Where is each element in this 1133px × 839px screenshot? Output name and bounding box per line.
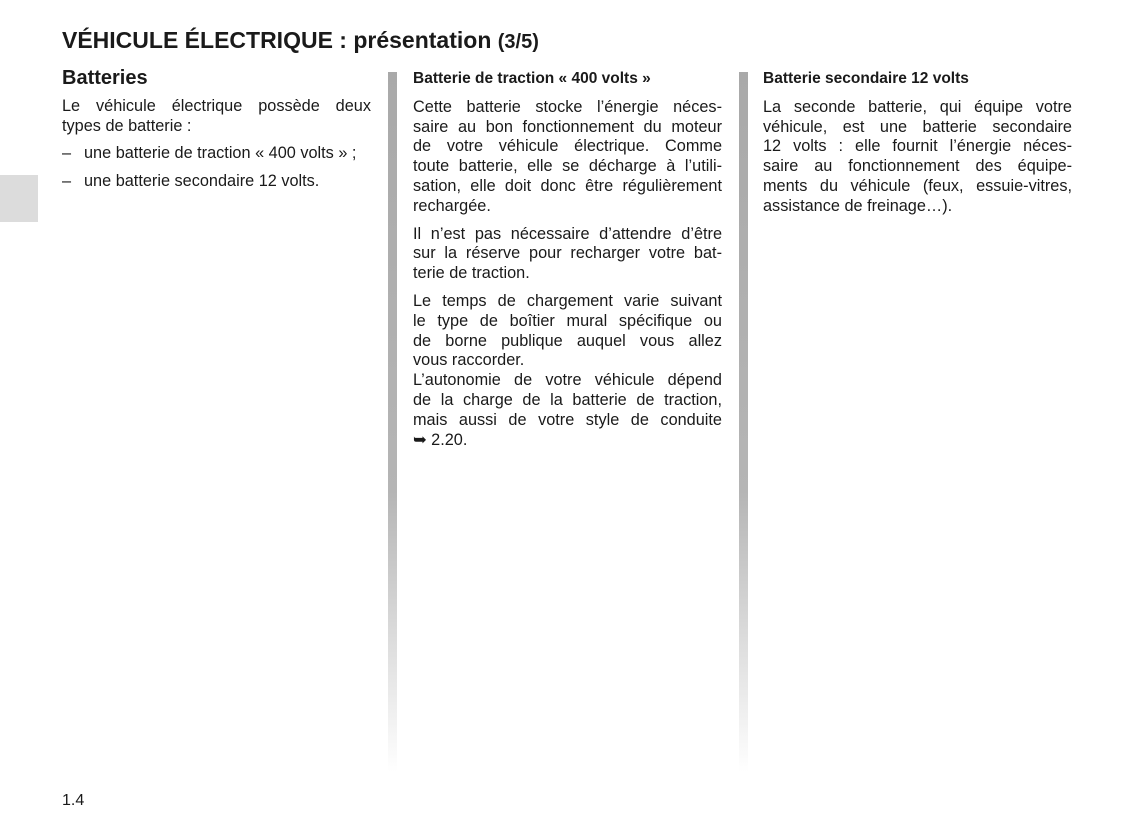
paragraph: Il n’est pas nécessaire d’attendre d’être sur la réserve pour recharger votre bat- terie de traction.: [413, 224, 722, 283]
column-divider: [739, 72, 748, 772]
list-item: – une batterie de traction « 400 volts » ;: [62, 144, 357, 163]
paragraph: Cette batterie stocke l’énergie néces- saire au bon fonctionnement du moteur de votre véhicule électrique. Comme toute batterie, elle se décharge à l’utili- sation, elle doit donc être régulièrement rechargée.: [413, 97, 722, 215]
section-heading: Batterie secondaire 12 volts: [763, 70, 969, 87]
column-secondary-battery: [763, 68, 1072, 225]
column-traction-battery: [413, 68, 722, 458]
page-reference: ➥ 2.20.: [413, 430, 468, 449]
list-item: – une batterie secondaire 12 volts.: [62, 172, 320, 191]
paragraph: Le véhicule électrique possède deux types de batterie :: [62, 96, 371, 135]
column-divider: [388, 72, 397, 772]
section-tab: [0, 175, 38, 222]
column-batteries: [62, 68, 371, 200]
page-number: 1.4: [62, 792, 85, 809]
paragraph: La seconde batterie, qui équipe votre véhicule, est une batterie secondaire 12 volts : elle fournit l’énergie néces- saire au fonctionnement des équipe- ments du véhicule (feux, essuie-vitres, assistance de freinage…).: [763, 97, 1072, 215]
section-heading: Batterie de traction « 400 volts »: [413, 70, 651, 87]
section-heading: Batteries: [62, 67, 148, 89]
page-title: VÉHICULE ÉLECTRIQUE : présentation (3/5): [62, 27, 539, 53]
paragraph: Le temps de chargement varie suivant le type de boîtier mural spécifique ou de borne publique auquel vous allez vous raccorder. L’autonomie de votre véhicule dépend de la charge de la batterie de traction, mais aussi de votre style de conduite ➥ 2.20.: [413, 291, 722, 449]
page-part: (3/5): [497, 31, 539, 53]
